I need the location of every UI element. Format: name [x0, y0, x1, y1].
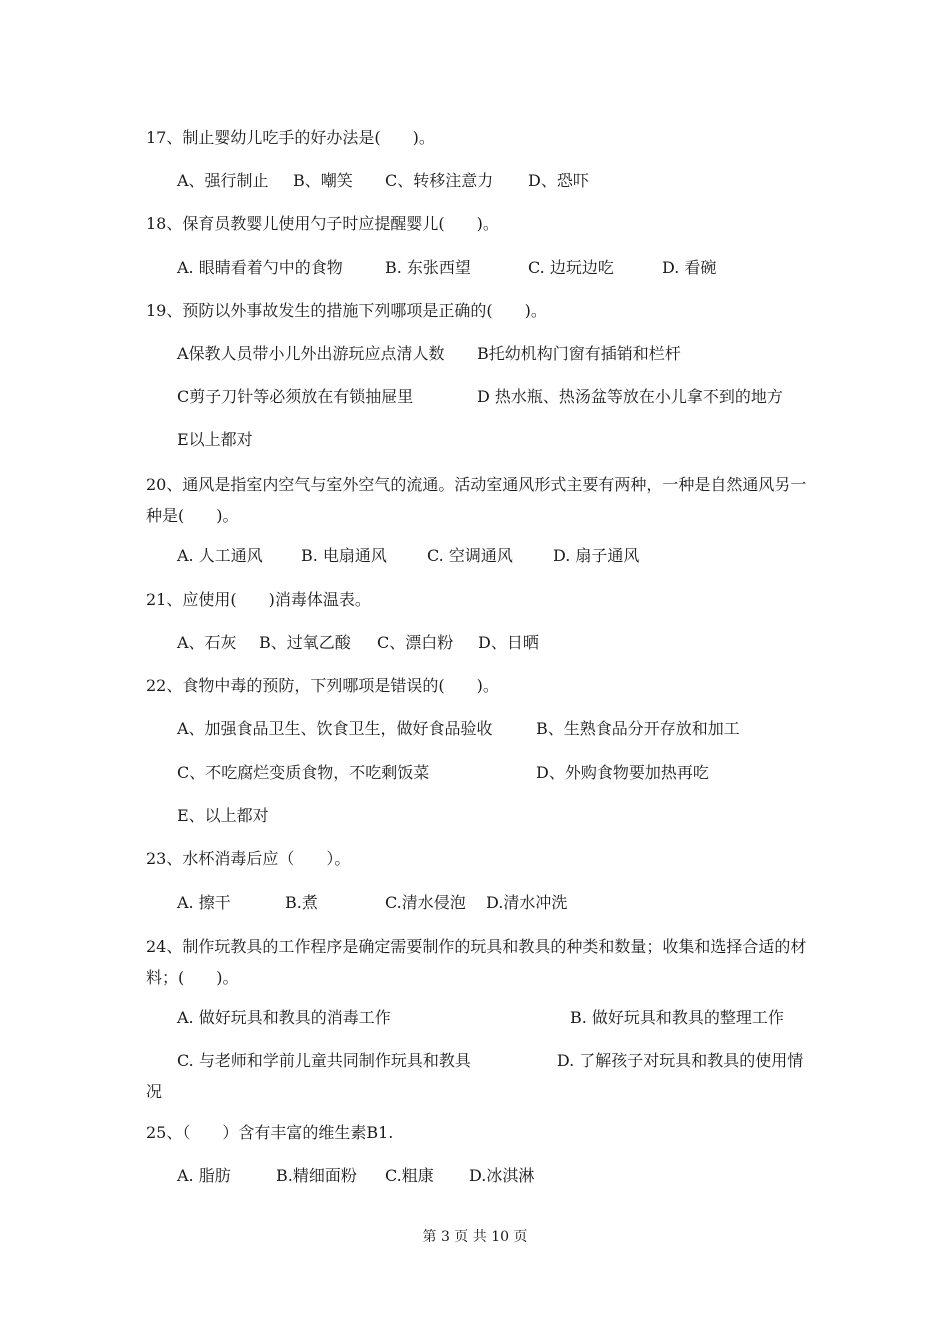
question-24-option-c: C. 与老师和学前儿童共同制作玩具和教具 — [177, 1051, 471, 1070]
question-20-stem: 20、通风是指室内空气与室外空气的流通。活动室通风形式主要有两种，一种是自然通风另一种是( )。 — [146, 475, 807, 525]
question-18-option-a: A. 眼睛看着勺中的食物 — [177, 258, 343, 277]
question-17-stem: 17、制止婴幼儿吃手的好办法是( )。 — [146, 128, 435, 147]
question-18-option-b: B. 东张西望 — [385, 258, 471, 277]
question-23-option-c: C.清水侵泡 — [385, 893, 466, 912]
question-20-option-d: D. 扇子通风 — [553, 546, 640, 565]
question-24-option-a: A. 做好玩具和教具的消毒工作 — [177, 1008, 391, 1027]
question-21-option-c: C、漂白粉 — [377, 633, 454, 652]
question-20-option-a: A. 人工通风 — [177, 546, 263, 565]
question-23-option-a: A. 擦干 — [177, 893, 231, 912]
question-20-option-b: B. 电扇通风 — [301, 546, 387, 565]
question-25-option-b: B.精细面粉 — [276, 1166, 357, 1185]
question-22-option-e: E、以上都对 — [177, 806, 269, 825]
question-22-option-d: D、外购食物要加热再吃 — [536, 763, 709, 782]
question-17-option-b: B、嘲笑 — [293, 171, 353, 190]
question-17-option-a: A、强行制止 — [177, 171, 269, 190]
question-19-option-c: C剪子刀针等必须放在有锁抽屉里 — [177, 387, 414, 406]
question-21-stem: 21、应使用( )消毒体温表。 — [146, 590, 371, 609]
question-23-option-b: B.煮 — [285, 893, 318, 912]
question-24-option-b: B. 做好玩具和教具的整理工作 — [570, 1008, 784, 1027]
question-21-option-d: D、日晒 — [478, 633, 539, 652]
question-23-option-d: D.清水冲洗 — [486, 893, 568, 912]
question-17-option-c: C、转移注意力 — [385, 171, 494, 190]
question-19-option-a: A保教人员带小儿外出游玩应点清人数 — [177, 344, 445, 363]
question-24-option-d: D. 了解孩子对玩具和教具的使用情况 — [146, 1051, 804, 1101]
question-19-option-b: B托幼机构门窗有插销和栏杆 — [477, 344, 681, 363]
question-18-stem: 18、保育员教婴儿使用勺子时应提醒婴儿( )。 — [146, 214, 499, 233]
question-25-option-c: C.粗康 — [385, 1166, 434, 1185]
question-20-option-c: C. 空调通风 — [427, 546, 513, 565]
page-number: 第 3 页 共 10 页 — [422, 1229, 528, 1245]
question-19-option-e: E以上都对 — [177, 430, 253, 449]
question-21-option-a: A、石灰 — [177, 633, 237, 652]
question-24-stem: 24、制作玩教具的工作程序是确定需要制作的玩具和教具的种类和数量；收集和选择合适的材料；( )。 — [146, 937, 807, 987]
question-19-option-d: D 热水瓶、热汤盆等放在小儿拿不到的地方 — [477, 387, 783, 406]
question-21-option-b: B、过氧乙酸 — [259, 633, 351, 652]
question-24-options-cd — [146, 1045, 808, 1107]
question-22-option-c: C、不吃腐烂变质食物，不吃剩饭菜 — [177, 763, 430, 782]
question-23-stem: 23、水杯消毒后应（ ）。 — [146, 849, 351, 868]
question-18-option-d: D. 看碗 — [662, 258, 717, 277]
question-22-option-b: B、生熟食品分开存放和加工 — [536, 719, 740, 738]
question-17-option-d: D、恐吓 — [528, 171, 589, 190]
question-19-stem: 19、预防以外事故发生的措施下列哪项是正确的( )。 — [146, 301, 547, 320]
question-22-stem: 22、食物中毒的预防，下列哪项是错误的( )。 — [146, 676, 499, 695]
question-22-option-a: A、加强食品卫生、饮食卫生，做好食品验收 — [177, 719, 493, 738]
question-25-option-a: A. 脂肪 — [177, 1166, 231, 1185]
question-25-option-d: D.冰淇淋 — [469, 1166, 535, 1185]
question-25-stem: 25、（ ）含有丰富的维生素B1. — [146, 1123, 394, 1142]
question-18-option-c: C. 边玩边吃 — [528, 258, 614, 277]
